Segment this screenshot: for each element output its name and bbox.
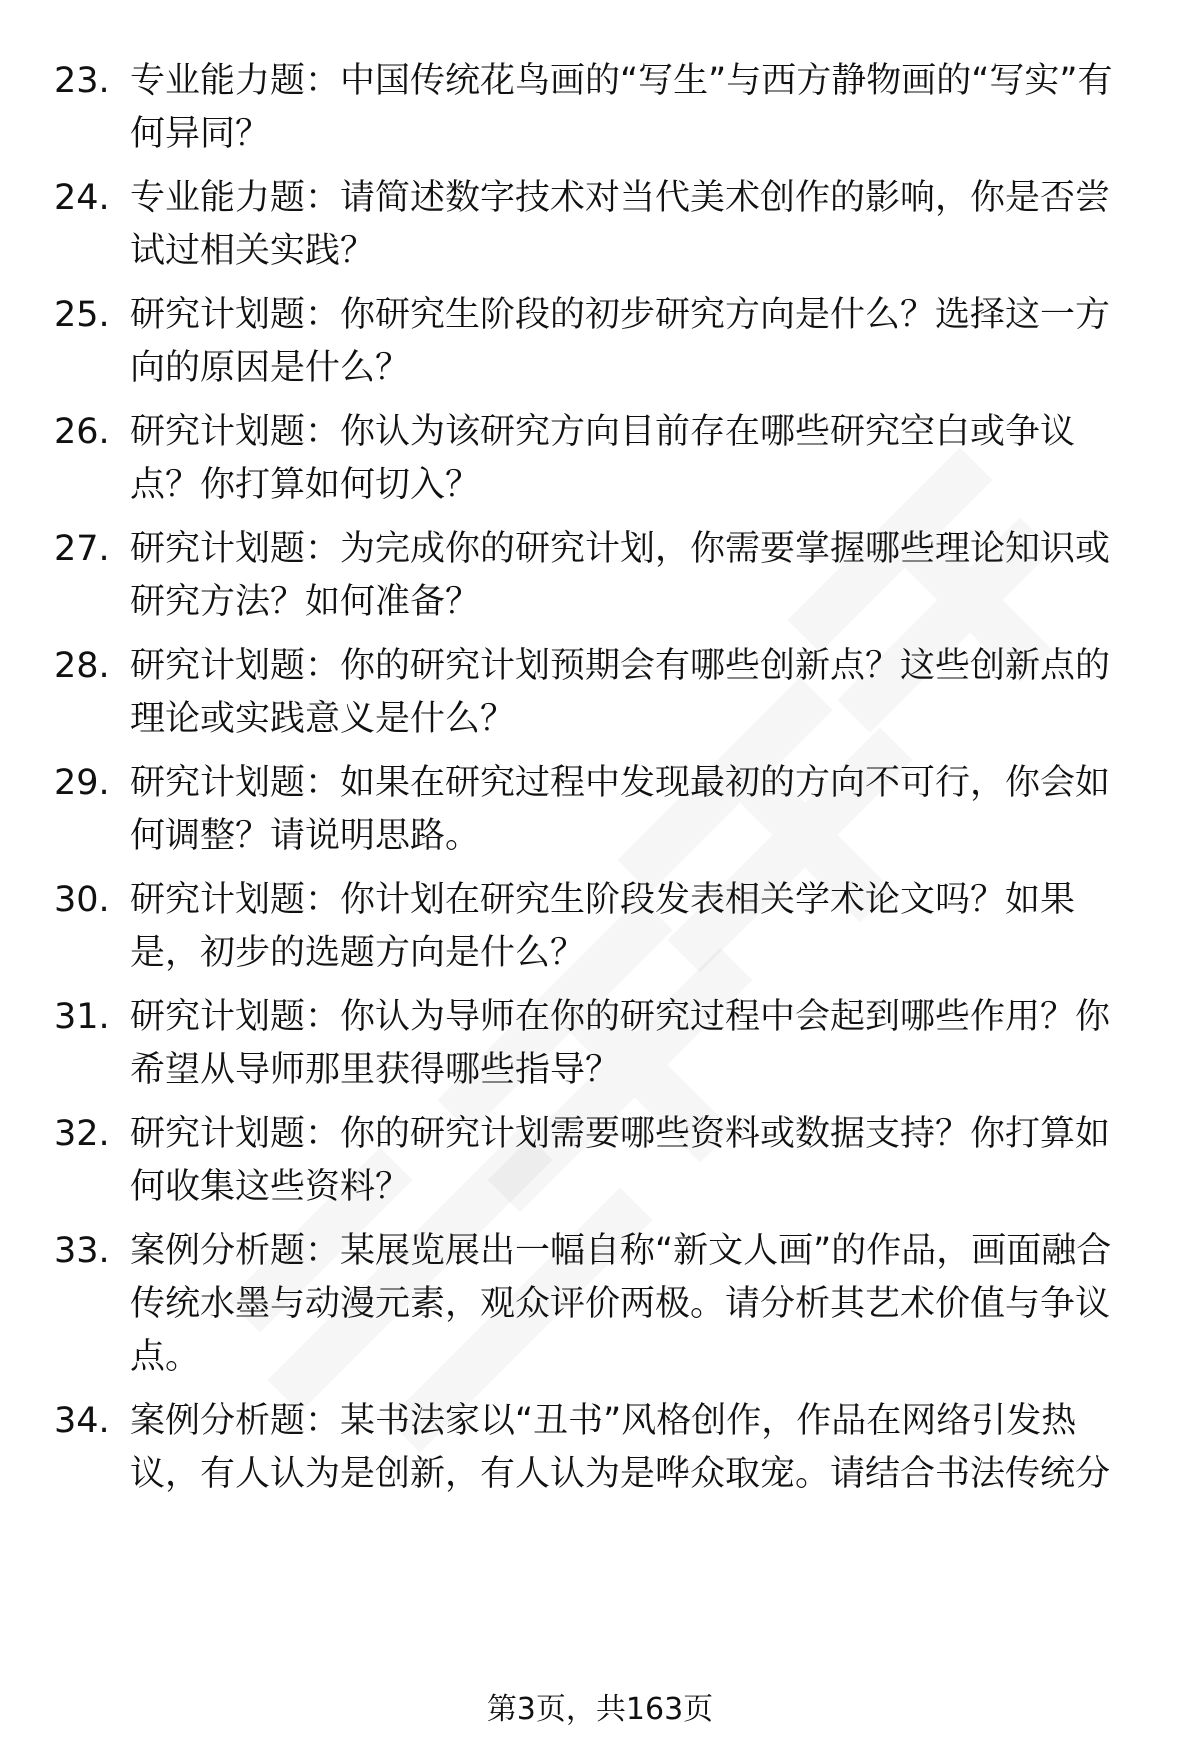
question-number: 27.: [54, 529, 110, 569]
question-text: 研究计划题：你计划在研究生阶段发表相关学术论文吗？如果是，初步的选题方向是什么？: [130, 880, 1076, 973]
question-number: 34.: [54, 1401, 110, 1441]
question-number: 25.: [54, 295, 110, 335]
question-number: 31.: [54, 997, 110, 1037]
question-text: 研究计划题：为完成你的研究计划，你需要掌握哪些理论知识或研究方法？如何准备？: [130, 529, 1111, 622]
question-number: 26.: [54, 412, 110, 452]
question-text: 案例分析题：某书法家以“丑书”风格创作，作品在网络引发热议，有人认为是创新，有人认为是哗众取宠。请结合书法传统分: [130, 1401, 1111, 1494]
question-text: 案例分析题：某展览展出一幅自称“新文人画”的作品，画面融合传统水墨与动漫元素，观众评价两极。请分析其艺术价值与争议点。: [130, 1231, 1112, 1377]
question-number: 28.: [54, 646, 110, 686]
question-text: 研究计划题：你研究生阶段的初步研究方向是什么？选择这一方向的原因是什么？: [130, 295, 1111, 388]
question-number: 30.: [54, 880, 110, 920]
question-number: 29.: [54, 763, 110, 803]
question-text: 研究计划题：如果在研究过程中发现最初的方向不可行，你会如何调整？请说明思路。: [130, 763, 1111, 856]
question-text: 研究计划题：你的研究计划需要哪些资料或数据支持？你打算如何收集这些资料？: [130, 1114, 1111, 1207]
question-text: 专业能力题：请简述数字技术对当代美术创作的影响，你是否尝试过相关实践？: [130, 178, 1111, 271]
question-text: 研究计划题：你认为导师在你的研究过程中会起到哪些作用？你希望从导师那里获得哪些指导？: [130, 997, 1111, 1090]
page-number-footer: 第3页，共163页: [486, 1692, 714, 1727]
question-text: 研究计划题：你的研究计划预期会有哪些创新点？这些创新点的理论或实践意义是什么？: [130, 646, 1111, 739]
question-number: 32.: [54, 1114, 110, 1154]
question-number: 24.: [54, 178, 110, 218]
question-text: 研究计划题：你认为该研究方向目前存在哪些研究空白或争议点？你打算如何切入？: [130, 412, 1076, 505]
question-number: 33.: [54, 1231, 110, 1271]
question-text: 专业能力题：中国传统花鸟画的“写生”与西方静物画的“写实”有何异同？: [130, 61, 1113, 154]
question-number: 23.: [54, 61, 110, 101]
